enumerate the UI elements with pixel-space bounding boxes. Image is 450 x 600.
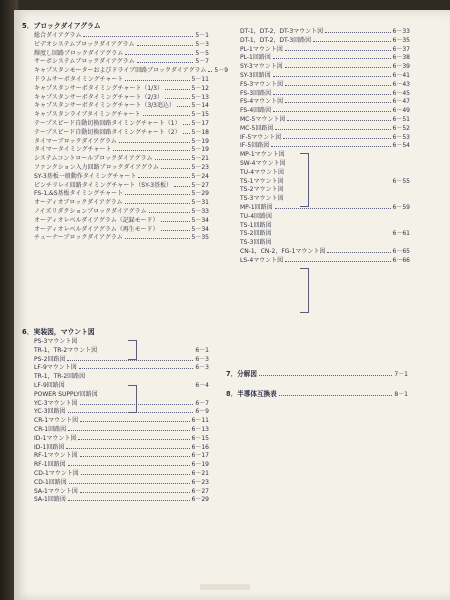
toc-entry-page: 6－27 xyxy=(191,487,209,495)
toc-entry-page: 5－18 xyxy=(191,128,209,136)
toc-entry-label: チューナーブロックダイアグラム xyxy=(34,234,123,242)
toc-entry-page: 6－52 xyxy=(392,124,410,132)
toc-entry-label: MC-5回路図 xyxy=(240,124,274,132)
leader-dots xyxy=(79,368,194,369)
toc-entry-label: キャプスタンライブタイミングチャート xyxy=(34,111,141,119)
leader-dots xyxy=(183,133,190,134)
toc-entry xyxy=(34,120,209,129)
toc-entry xyxy=(34,217,209,226)
toc-entry-label: TS-1マウント図 xyxy=(240,177,284,185)
section-8-page: 8－1 xyxy=(394,391,408,398)
section-7-page: 7－1 xyxy=(394,371,408,378)
toc-entry xyxy=(240,257,410,266)
toc-entry-page: 5－17 xyxy=(191,119,209,127)
leader-dots xyxy=(80,456,190,457)
toc-entry-label: YC-3マウント図 xyxy=(34,399,78,407)
toc-entry-page: 6－65 xyxy=(392,247,410,255)
toc-entry-label: キャプスタンサーボタイミングチャート（1/3） xyxy=(34,84,163,92)
footer-mark xyxy=(200,584,250,590)
toc-entry-page: 6－15 xyxy=(191,434,209,442)
leader-dots xyxy=(165,98,190,99)
leader-dots xyxy=(125,194,189,195)
leader-dots xyxy=(119,142,190,143)
toc-entry xyxy=(34,435,209,444)
toc-entry-page: 5－9 xyxy=(214,67,229,75)
toc-entry-page: 5－34 xyxy=(191,225,209,233)
toc-entry-page: 6－49 xyxy=(392,107,410,115)
toc-entry-page: 6－3 xyxy=(195,355,209,363)
toc-entry-label: 総合ダイアグラム xyxy=(34,32,82,39)
toc-entry xyxy=(34,364,209,373)
leader-dots xyxy=(69,483,190,484)
leader-dots xyxy=(275,129,390,130)
toc-entry xyxy=(240,248,410,257)
toc-entry-page: 5－19 xyxy=(191,137,209,145)
toc-entry-page: 5－31 xyxy=(191,199,209,207)
toc-entry xyxy=(34,146,209,155)
section-7-row xyxy=(226,370,408,379)
toc-entry xyxy=(34,41,209,50)
toc-entry xyxy=(34,373,209,382)
toc-entry xyxy=(34,32,209,41)
toc-entry-label: ドラムサーボタイミングチャート xyxy=(34,75,124,83)
toc-entry-page: 5－27 xyxy=(191,181,209,189)
toc-entry-label: CR-1回路図 xyxy=(34,425,67,433)
toc-entry-label: TR-1，TR-2マウント図 xyxy=(34,346,98,354)
toc-entry-label: FS-4マウント図 xyxy=(240,98,284,106)
section-6-list xyxy=(34,338,209,505)
toc-entry-page: 6－13 xyxy=(191,425,209,433)
toc-entry xyxy=(240,37,410,46)
brace-6-4 xyxy=(128,385,137,413)
toc-entry xyxy=(34,85,209,94)
section-5-title: 5．ブロックダイアグラム xyxy=(22,22,101,30)
toc-entry-label: PL-1マウント図 xyxy=(240,45,283,53)
toc-entry xyxy=(240,230,410,239)
leader-dots xyxy=(275,208,391,209)
toc-entry-label: TR-1，TR-2回路図 xyxy=(34,373,86,381)
toc-entry-page: 5－23 xyxy=(191,163,209,171)
section-7-title: 7．分解図 xyxy=(226,370,257,378)
toc-entry-label: オーディオレベルダイアグラム（再生モード） xyxy=(34,225,159,233)
toc-entry-page: 6－47 xyxy=(392,98,410,106)
leader-dots xyxy=(137,62,194,63)
toc-entry-page: 6－43 xyxy=(392,80,410,88)
toc-entry-label: FS-3回路図 xyxy=(240,89,272,97)
leader-dots xyxy=(81,474,190,475)
toc-entry-page: 5－1 xyxy=(195,32,209,39)
toc-entry-label: FS-3マウント図 xyxy=(240,80,284,88)
toc-entry-page: 6－53 xyxy=(392,133,410,141)
toc-entry-label: オーディオレベルダイアグラム（記録モード） xyxy=(34,216,159,224)
toc-entry-page: 5－33 xyxy=(191,207,209,215)
toc-entry xyxy=(240,204,410,213)
toc-entry-label: ID-1マウント図 xyxy=(34,434,77,442)
leader-dots xyxy=(125,80,189,81)
toc-entry-page: 6－3 xyxy=(195,364,209,372)
leader-dots xyxy=(165,89,190,90)
toc-entry-label: SA-1回路図 xyxy=(34,496,66,504)
leader-dots xyxy=(66,448,189,449)
leader-dots xyxy=(273,94,390,95)
toc-entry-label: タイマータイミングチャート xyxy=(34,146,112,154)
toc-entry-label: RF-1マウント図 xyxy=(34,452,78,460)
toc-entry-label: FS-4回路図 xyxy=(240,107,272,115)
toc-entry-page: 5－5 xyxy=(195,49,209,57)
leader-dots xyxy=(161,230,190,231)
leader-dots xyxy=(273,58,391,59)
toc-entry-page: 5－7 xyxy=(195,58,209,66)
leader-dots xyxy=(283,138,390,139)
leader-dots xyxy=(285,85,390,86)
toc-entry-page: 6－19 xyxy=(191,461,209,469)
toc-entry-page: 6－54 xyxy=(392,142,410,150)
leader-dots xyxy=(327,252,390,253)
toc-entry xyxy=(240,213,410,222)
leader-dots xyxy=(161,221,190,222)
toc-entry xyxy=(34,479,209,488)
toc-entry xyxy=(34,199,209,208)
toc-entry-page: 6－23 xyxy=(191,478,209,486)
toc-entry xyxy=(34,391,209,400)
toc-entry-page: 5－19 xyxy=(191,146,209,154)
toc-entry-page: 6－37 xyxy=(392,45,410,53)
toc-entry xyxy=(240,107,410,116)
section-5-list xyxy=(34,32,229,243)
toc-entry-label: DT-1，DT-2，DT-3マウント図 xyxy=(240,28,324,35)
toc-entry-page: 6－21 xyxy=(191,469,209,477)
toc-entry xyxy=(240,151,410,160)
toc-entry-label: MP-1回路図 xyxy=(240,203,273,211)
toc-entry xyxy=(34,408,209,417)
toc-entry-page: 6－55 xyxy=(392,177,410,185)
toc-entry-page: 6－35 xyxy=(392,36,410,44)
leader-dots xyxy=(68,500,190,501)
leader-dots xyxy=(285,67,391,68)
toc-entry xyxy=(34,347,209,356)
leader-dots xyxy=(138,177,189,178)
toc-entry-page: 6－29 xyxy=(191,496,209,504)
leader-dots xyxy=(68,465,190,466)
toc-entry-label: ピンチリレイ回路タイミングチャート（SY-3基板） xyxy=(34,181,173,189)
toc-entry-page: 6－59 xyxy=(392,203,410,211)
toc-entry-label: 輝度し回路ブロックダイアグラム xyxy=(34,49,124,57)
toc-entry-label: サーボシステムブロックダイアグラム xyxy=(34,58,135,66)
toc-entry-label: TS-1回路図 xyxy=(240,221,272,229)
section-8-row xyxy=(226,390,408,399)
toc-entry-label: CD-1マウント図 xyxy=(34,469,79,477)
toc-entry xyxy=(240,239,410,248)
section-8-title: 8．半導体互換表 xyxy=(226,390,277,398)
toc-entry-label: ビデオシステムブロックダイアグラム xyxy=(34,40,135,48)
leader-dots xyxy=(80,492,190,493)
leader-dots xyxy=(325,32,390,33)
toc-entry xyxy=(240,28,410,37)
toc-entry-label: CR-1マウント図 xyxy=(34,417,79,425)
leader-dots xyxy=(125,54,193,55)
right-column-list xyxy=(240,28,410,266)
toc-entry xyxy=(34,129,209,138)
toc-entry xyxy=(240,142,410,151)
toc-entry-page: 5－12 xyxy=(191,84,209,92)
toc-entry-label: オーディオブロックダイアグラム xyxy=(34,199,123,207)
toc-entry-label: システムコントロールブロックダイアグラム xyxy=(34,155,153,163)
leader-dots xyxy=(183,124,190,125)
toc-entry xyxy=(240,125,410,134)
toc-entry xyxy=(34,111,209,120)
leader-dots xyxy=(143,115,190,116)
toc-entry-label: FS-1,&S基板タイミングチャート xyxy=(34,190,124,198)
toc-entry-page: 6－1 xyxy=(195,346,209,354)
toc-entry-label: CD-1回路図 xyxy=(34,478,67,486)
toc-entry xyxy=(34,208,209,217)
toc-entry-page: 5－14 xyxy=(191,102,209,110)
toc-entry xyxy=(240,195,410,204)
toc-entry-label: TS-2マウント図 xyxy=(240,186,284,194)
toc-entry xyxy=(34,58,209,67)
leader-dots xyxy=(271,146,390,147)
toc-entry xyxy=(240,116,410,125)
toc-entry xyxy=(34,426,209,435)
toc-entry-label: RF-1回路図 xyxy=(34,461,66,469)
toc-entry xyxy=(240,222,410,231)
toc-entry xyxy=(34,417,209,426)
toc-entry-label: PS-3マウント図 xyxy=(34,338,78,345)
toc-entry-page: 6－61 xyxy=(392,230,410,238)
toc-entry xyxy=(34,102,209,111)
toc-entry-page: 5－13 xyxy=(191,93,209,101)
brace-6-61 xyxy=(300,268,309,313)
toc-entry xyxy=(240,81,410,90)
leader-dots xyxy=(155,159,190,160)
leader-dots xyxy=(161,168,190,169)
toc-entry-page: 5－35 xyxy=(191,234,209,242)
toc-entry-label: DT-1，DT-2，DT-3回路図 xyxy=(240,36,312,44)
toc-entry xyxy=(34,226,209,235)
toc-entry-page: 5－15 xyxy=(191,111,209,119)
toc-entry xyxy=(34,461,209,470)
leader-dots xyxy=(83,36,193,37)
toc-entry-page: 6－7 xyxy=(195,399,209,407)
toc-entry-label: TU-4マウント図 xyxy=(240,168,285,176)
leader-dots xyxy=(78,439,189,440)
toc-entry-label: テープスピード自動切換回路タイミングチャート（2） xyxy=(34,128,181,136)
toc-entry xyxy=(34,76,209,85)
leader-dots xyxy=(174,186,190,187)
leader-dots xyxy=(287,120,390,121)
toc-entry-page: 5－3 xyxy=(195,40,209,48)
toc-entry xyxy=(34,155,209,164)
toc-entry xyxy=(34,67,229,76)
toc-entry-label: TU-4回路図 xyxy=(240,212,273,220)
toc-entry xyxy=(34,190,209,199)
toc-entry xyxy=(34,496,209,505)
toc-entry-label: POWER SUPPLY回路図 xyxy=(34,390,98,398)
toc-entry-page: 6－38 xyxy=(392,54,410,62)
leader-dots xyxy=(177,106,190,107)
brace-6-55 xyxy=(300,153,309,207)
toc-entry-label: SY-3マウント図 xyxy=(240,63,283,71)
toc-entry-page: 6－45 xyxy=(392,89,410,97)
toc-entry-label: テープスピード自動切換回路タイミングチャート（1） xyxy=(34,119,181,127)
leader-dots xyxy=(273,111,390,112)
toc-entry xyxy=(240,72,410,81)
toc-entry xyxy=(240,186,410,195)
toc-entry xyxy=(34,382,209,391)
toc-entry-label: MC-5マウント図 xyxy=(240,115,286,123)
leader-dots xyxy=(273,76,391,77)
toc-entry-page: 6－16 xyxy=(191,443,209,451)
toc-entry-page: 6－9 xyxy=(195,408,209,416)
toc-entry-page: 6－51 xyxy=(392,115,410,123)
leader-dots xyxy=(125,238,190,239)
toc-entry-page: 6－4 xyxy=(195,381,209,389)
toc-entry xyxy=(240,98,410,107)
toc-entry-label: YC-3回路図 xyxy=(34,408,66,416)
toc-entry-page: 5－29 xyxy=(191,190,209,198)
toc-entry-label: タイマーブロックダイアグラム xyxy=(34,137,117,145)
toc-entry-page: 6－17 xyxy=(191,452,209,460)
toc-entry-page: 6－11 xyxy=(191,417,209,425)
leader-dots xyxy=(285,50,391,51)
toc-entry-page: 6－39 xyxy=(392,63,410,71)
toc-entry xyxy=(34,338,209,347)
toc-entry-label: キャプスタンサーボタイミングチャート（3/3追込） xyxy=(34,102,175,110)
section-6-title: 6．実装図，マウント図 xyxy=(22,328,95,336)
toc-entry-label: CN-1，CN-2，FG-1マウント図 xyxy=(240,247,326,255)
toc-entry-label: TS-3回路図 xyxy=(240,239,272,247)
leader-dots xyxy=(113,150,189,151)
toc-entry xyxy=(34,234,209,243)
leader-dots xyxy=(137,45,194,46)
leader-dots xyxy=(285,261,390,262)
toc-entry-page: 6－66 xyxy=(392,256,410,264)
toc-entry-label: LS-4マウント図 xyxy=(240,256,284,264)
toc-entry-label: LF-9マウント図 xyxy=(34,364,77,372)
brace-6-1 xyxy=(128,340,137,360)
toc-entry-page: 6－41 xyxy=(392,71,410,79)
toc-entry-label: キャプスタンモーターおよびドライブ回路ブロックダイアグラム xyxy=(34,67,207,75)
leader-dots xyxy=(80,421,189,422)
toc-entry-page: 5－21 xyxy=(191,155,209,163)
toc-entry xyxy=(240,160,410,169)
toc-entry-page: 5－34 xyxy=(191,216,209,224)
toc-entry xyxy=(240,169,410,178)
toc-entry-label: IF-5マウント図 xyxy=(240,133,282,141)
toc-entry xyxy=(34,470,209,479)
toc-entry-label: MP-1マウント図 xyxy=(240,151,285,159)
toc-entry-label: キャプスタンサーボタイミングチャート（2/3） xyxy=(34,93,163,101)
toc-entry xyxy=(34,452,209,461)
toc-entry-page: 5－11 xyxy=(191,75,209,83)
toc-entry-label: SW-4マウント図 xyxy=(240,159,286,167)
toc-entry xyxy=(240,54,410,63)
toc-entry-label: PL-1回路図 xyxy=(240,54,271,62)
toc-entry-label: LF-9回路図 xyxy=(34,381,65,389)
toc-entry-label: ノイズリダクションブロックダイアグラム xyxy=(34,207,147,215)
toc-entry-label: TS-3マウント図 xyxy=(240,195,284,203)
toc-entry xyxy=(34,173,209,182)
leader-dots xyxy=(208,71,212,72)
toc-entry-label: SY-3回路図 xyxy=(240,71,271,79)
leader-dots xyxy=(313,41,390,42)
toc-entry-page: 6－33 xyxy=(392,28,410,35)
leader-dots xyxy=(285,102,390,103)
toc-entry-label: ファンクション入力回路ブロックダイアグラム xyxy=(34,163,159,171)
toc-entry-label: TS-2回路図 xyxy=(240,230,272,238)
leader-dots xyxy=(68,430,189,431)
toc-entry-label: IF-5回路図 xyxy=(240,142,270,150)
leader-dots xyxy=(125,203,190,204)
toc-entry-label: SY-3基板一般動作タイミングチャート xyxy=(34,172,137,180)
toc-entry-page: 5－24 xyxy=(191,172,209,180)
leader-dots xyxy=(149,212,190,213)
toc-entry-label: ID-1回路図 xyxy=(34,443,65,451)
toc-entry xyxy=(240,63,410,72)
toc-entry-label: SA-1マウント図 xyxy=(34,487,78,495)
toc-entry-label: PS-2回路図 xyxy=(34,355,66,363)
toc-entry xyxy=(34,164,209,173)
